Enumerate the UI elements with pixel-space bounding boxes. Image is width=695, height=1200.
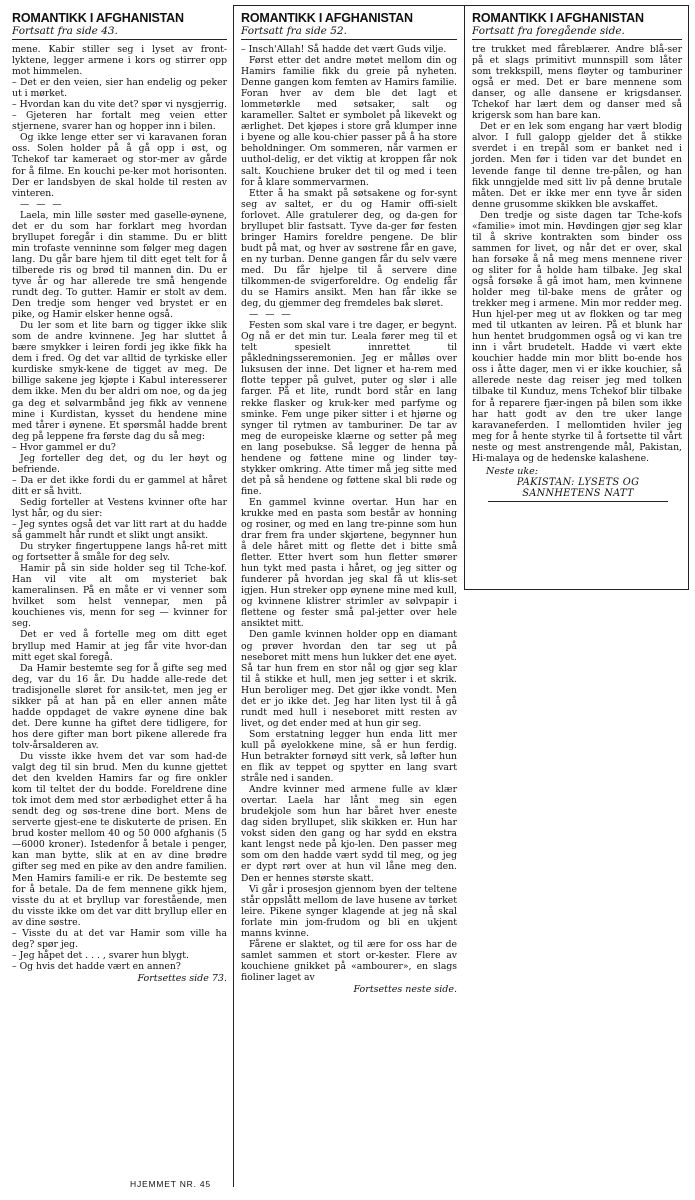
column-3-header	[472, 12, 682, 40]
column-rule-left	[233, 5, 234, 1187]
paragraph: tre trukket med fåreblærer. Andre blå-ser på et slags primitivt munnspill som låter som trekkspill, mens fløyter og tamburiner også er med. Det er bare mennene som danser, og alle dansene er krigsdanser. Tchekof har lært dem og danser med så krigersk som han bare kan.	[472, 44, 682, 122]
paragraph: Festen som skal vare i tre dager, er begynt. Og nå er det min tur. Leala fører meg til et telt spesielt innrettet til påkledningsseremonien. Jeg er målløs over luksusen der inne. Det ligner et ha-rem med flotte tepper på gulvet, puter og slør i alle farger. På et lite, rundt bord står en lang rekke flasker og kruk-ker med parfyme og sminke. Fem unge piker sitter i et hjørne og synger til rytmen av tamburiner. De tar av meg de europeiske klærne og setter på meg en lang posebukse. Så legger de henna på hendene og føttene mine og linder tøy-stykker omkring. Atte timer må jeg sitte med det på så hendene og føttene skal bli røde og fine.	[241, 320, 457, 497]
paragraph: – Insch'Allah! Så hadde det vært Guds vilje.	[241, 44, 447, 55]
paragraph: Hamir på sin side holder seg til Tche-kof. Han vil vite alt om mysteriet bak kameralinsen. På en måte er vi venner som hvilket som helst vennepar, men på kouchienes vis, menn for seg — kvinner for seg.	[12, 563, 227, 630]
section-separator: — — —	[249, 309, 293, 321]
continued-on: Fortsettes neste side.	[353, 983, 457, 995]
continued-from: Fortsatt fra foregående side.	[472, 25, 625, 37]
column-2-header	[241, 12, 457, 40]
continued-on: Fortsettes side 73.	[137, 972, 227, 984]
paragraph: – Da er det ikke fordi du er gammel at håret ditt er så hvitt.	[12, 474, 227, 497]
paragraph: – Det er den veien, sier han endelig og peker ut i mørket.	[12, 77, 227, 100]
paragraph: Fårene er slaktet, og til ære for oss har de samlet sammen et stort or-kester. Flere av kouchiene gnikket på «ambourer», en slags fioliner laget av	[241, 938, 457, 983]
paragraph: Etter å ha smakt på søtsakene og for-synt seg av saltet, er du og Hamir offi-sielt forlovet. Alle gratulerer deg, og da-gen for bryllupet blir fastsatt. Tyve da-ger før festen bringer Hamirs foreldre pengene. De blir budt på mat, og hver av søstrene får en gave, en ny turban. Denne gangen får du selv være med. Du får hjelpe til å servere dine tilkommen-de svigerforeldre. Og endelig får du se Hamirs ansikt. Men han får ikke se deg, du gjemmer deg fremdeles bak sløret.	[241, 187, 457, 310]
paragraph: Du visste ikke hvem det var som had-de valgt deg til sin brud. Men du kunne gjettet det den kvelden Hamirs far og fire onkler kom til teltet der du bodde. Foreldrene dine tok imot dem med stor ærbødighet etter å ha sendt deg og søs-trene dine bort. Mens de serverte gjest-ene te diskuterte de prisen. En brud koster mellom 40 og 50 000 afghanis (5—6000 kroner). Istedenfor å betale i penger, kan man bytte, slik at en av dine brødre gifter seg med en pike av den andre familien. Men Hamirs famili-e er rik. De bestemte seg for å betale. Da de fem mennene gikk hjem, visste du at et bryllup var forestående, men du visste ikke om det var ditt bryllup eller en av dine søstre.	[12, 751, 227, 928]
article-title: ROMANTIKK I AFGHANISTAN	[12, 11, 184, 25]
paragraph: – Og hvis det hadde vært en annen?	[12, 960, 181, 972]
column-2-body	[241, 44, 457, 983]
paragraph: Først etter det andre møtet mellom din og Hamirs familie fikk du greie på nyheten. Denne gangen kom femten av Hamirs familie. Foran hver av dem ble det lagt et lommetørkle med søtsaker, salt og karameller. Saltet er symbolet på likevekt og ærlighet. Det kjøpes i store grå klumper inne i byene og alle kou-chier passer på å ha store beholdninger. Om sommeren, når varmen er uuthol-delig, er det viktig at kroppen får nok salt. Kouchiene bruker det til og med i teen for å klare sommervarmen.	[241, 55, 457, 188]
paragraph: Du stryker fingertuppene langs hå-ret mitt og fortsetter å småle for deg selv.	[12, 541, 227, 564]
paragraph: Det er en lek som engang har vært blodig alvor. I full galopp gjelder det å stikke sverdet i en trepål som er banket ned i jorden. Men før i tiden var det bundet en levende fange til denne tre-pålen, og han fikk unngjelde med sitt liv på denne brutale måten. Det er ikke mer enn tyve år siden denne grusomme skikken ble avskaffet.	[472, 121, 682, 210]
paragraph: – Jeg syntes også det var litt rart at du hadde så gammelt hår rundt et slikt ungt ansikt.	[12, 519, 227, 542]
section-separator: — — —	[20, 198, 64, 210]
paragraph: – Visste du at det var Hamir som ville ha deg? spør jeg.	[12, 927, 227, 950]
continued-from: Fortsatt fra side 43.	[12, 25, 118, 37]
article-title: ROMANTIKK I AFGHANISTAN	[472, 11, 644, 25]
paragraph: Den tredje og siste dagen tar Tche-kofs «familie» imot min. Høvdingen gjør seg klar til å skrive kontrakten som binder oss sammen for livet, og når det er over, skal han forsøke å nå meg mens mennene river og sliter for å holde ham tilbake. Jeg skal også forsøke å gå imot ham, men kvinnene holder meg til-bake mens de gråter og trekker meg i armene. Min mor redder meg. Hun hjel-per meg ut av flokken og tar meg med til utkanten av leiren. På et blunk har hun hentet brudgommen også og vi kan tre inn i vårt brudetelt. Hadde vi vært ekte kouchier hadde min mor blitt bo-ende hos oss i åtte dager, men vi er ikke kouchier, så allerede neste dag reiser jeg med tolken tilbake til Kunduz, mens Tchekof blir tilbake for å reparere fjær-ingen på bilen som ikke har hatt godt av den tre uker lange karavaneferden. I mellomtiden hviler jeg meg for å hente styrke til å fortsette til vårt neste og mest anstrengende mål, Pakistan, Hi-malaya og de hedenske kalashene.	[472, 209, 682, 464]
paragraph: Vi går i prosesjon gjennom byen der teltene står oppslått mellom de lave husene av tørket leire. Pikene synger klagende at jeg nå skal forlate min jom-frudom og bli en ukjent manns kvinne.	[241, 883, 457, 939]
paragraph: Sedig forteller at Vestens kvinner ofte har lyst hår, og du sier:	[12, 496, 227, 519]
next-week-label: Neste uke:	[486, 465, 538, 477]
paragraph: Andre kvinner med armene fulle av klær overtar. Laela har lånt meg sin egen brudekjole som hun har båret hver eneste dag siden bryllupet, slik skikken er. Hun har vokst siden den gang og har sydd en ekstra kant lengst nede på kjo-len. Den passer meg som om den hadde vært sydd til meg, og jeg er dypt rørt over at hun vil låne meg den. Den er hennes største skatt.	[241, 784, 457, 884]
paragraph: Jeg forteller deg det, og du ler høyt og befriende.	[12, 452, 227, 475]
next-week-title-line-2: SANNHETENS NATT	[522, 487, 634, 499]
paragraph: Som erstatning legger hun enda litt mer kull på øyelokkene mine, så er hun ferdig. Hun betrakter fornøyd sitt verk, så løfter hun en flik av teppet og spytter en lang svart stråle ned i sanden.	[241, 728, 457, 785]
paragraph: Det er ved å fortelle meg om ditt eget bryllup med Hamir at jeg får vite hvor-dan mitt eget skal foregå.	[12, 629, 227, 663]
column-1-body	[12, 44, 227, 972]
paragraph: – Jeg håpet det . . . , svarer hun blygt.	[12, 949, 189, 961]
column-1-header	[12, 12, 227, 40]
paragraph: Den gamle kvinnen holder opp en diamant og prøver hvordan den tar seg ut på neseboret mitt mens hun lukker det ene øyet. Så tar hun frem en stor nål og gjør seg klar til å stikke et hull, men jeg setter i et skrik. Hun beroliger meg. Det gjør ikke vondt. Men det er jo ikke det. Jeg har liten lyst til å gå rundt med hull i neseboret mitt resten av livet, og det ender med at hun gir seg.	[241, 629, 457, 729]
column-3	[472, 12, 682, 588]
continued-from: Fortsatt fra side 52.	[241, 25, 347, 37]
paragraph: En gammel kvinne overtar. Hun har en krukke med en pasta som består av honning og rosiner, og med en lang tre-pinne som hun drar frem fra under skjørtene, begynner hun å dele håret mitt og flette det i bitte små fletter. Etter hvert som hun fletter smører hun tykt med pasta i håret, og jeg sitter og funderer på hvordan jeg skal få ut klis-set igjen. Hun streker opp øynene mine med kull, og kvinnene klistrer strimler av sølvpapir i flettene og fester små pal-jetter over hele ansiktet mitt.	[241, 496, 457, 630]
next-week-title-line-1: PAKISTAN: LYSETS OG	[516, 476, 640, 488]
paragraph: Laela, min lille søster med gaselle-øynene, det er du som har forklart meg hvordan bryllupet foregår i din stamme. Du er blitt min trofaste venninne som følger meg dagen lang. Du går bare hjem til ditt eget telt for å tilberede ris og brød til mannen din. Du er tyve år og har allerede tre små hengende rundt deg. To gutter. Hamir er stolt av dem. Den tredje som henger ved brystet er en pike, og Hamir elsker henne også.	[12, 209, 227, 321]
column-2	[241, 12, 457, 1184]
paragraph: – Hvor gammel er du?	[12, 441, 116, 453]
article-title: ROMANTIKK I AFGHANISTAN	[241, 11, 413, 25]
paragraph: Da Hamir bestemte seg for å gifte seg med deg, var du 16 år. Du hadde alle-rede det tradisjonelle sløret for ansik-tet, men jeg er sikker på at han på en eller annen måte hadde oppdaget de vakre øynene dine bak det. Dere kunne ha giftet dere tidligere, for hos dere gifter man bort pikene allerede fra tolv-årsalderen av.	[12, 662, 227, 751]
column-3-body	[472, 44, 682, 464]
column-1	[12, 12, 227, 1187]
column-rule-top	[233, 5, 465, 6]
paragraph: Og ikke lenge etter ser vi karavanen foran oss. Solen holder på å gå opp i øst, og Tchekof tar kameraet og stor-mer av gårde for å filme. En kouchi pe-ker mot horisonten. Der er landsbyen de skal holde til resten av vinteren.	[12, 132, 227, 199]
paragraph: Du ler som et lite barn og tigger ikke slik som de andre kvinnene. Jeg har sluttet å bære smykker i leiren fordi jeg ikke fikk ha dem i fred. Og det var alltid de tyrkiske eller kurdiske smyk-kene de tigget av meg. De billige sakene jeg kjøpte i Kabul interesserer dem ikke. Men du ber aldri om noe, og da jeg ga deg et sølvarmbånd jeg fikk av vennene mine i Kurdistan, kysset du hendene mine med tårer i øynene. Et spørsmål hadde brent deg på leppene fra første dag du så meg:	[12, 320, 227, 442]
paragraph: mene. Kabir stiller seg i lyset av front-lyktene, legger armene i kors og stirrer opp mot himmelen.	[12, 44, 227, 78]
next-week-title	[488, 477, 668, 502]
page-footer: HJEMMET NR. 45	[130, 1179, 211, 1189]
paragraph: – Gjeteren har fortalt meg veien etter stjernene, svarer han og hopper inn i bilen.	[12, 110, 227, 133]
paragraph: – Hvordan kan du vite det? spør vi nysgjerrig.	[12, 99, 227, 111]
